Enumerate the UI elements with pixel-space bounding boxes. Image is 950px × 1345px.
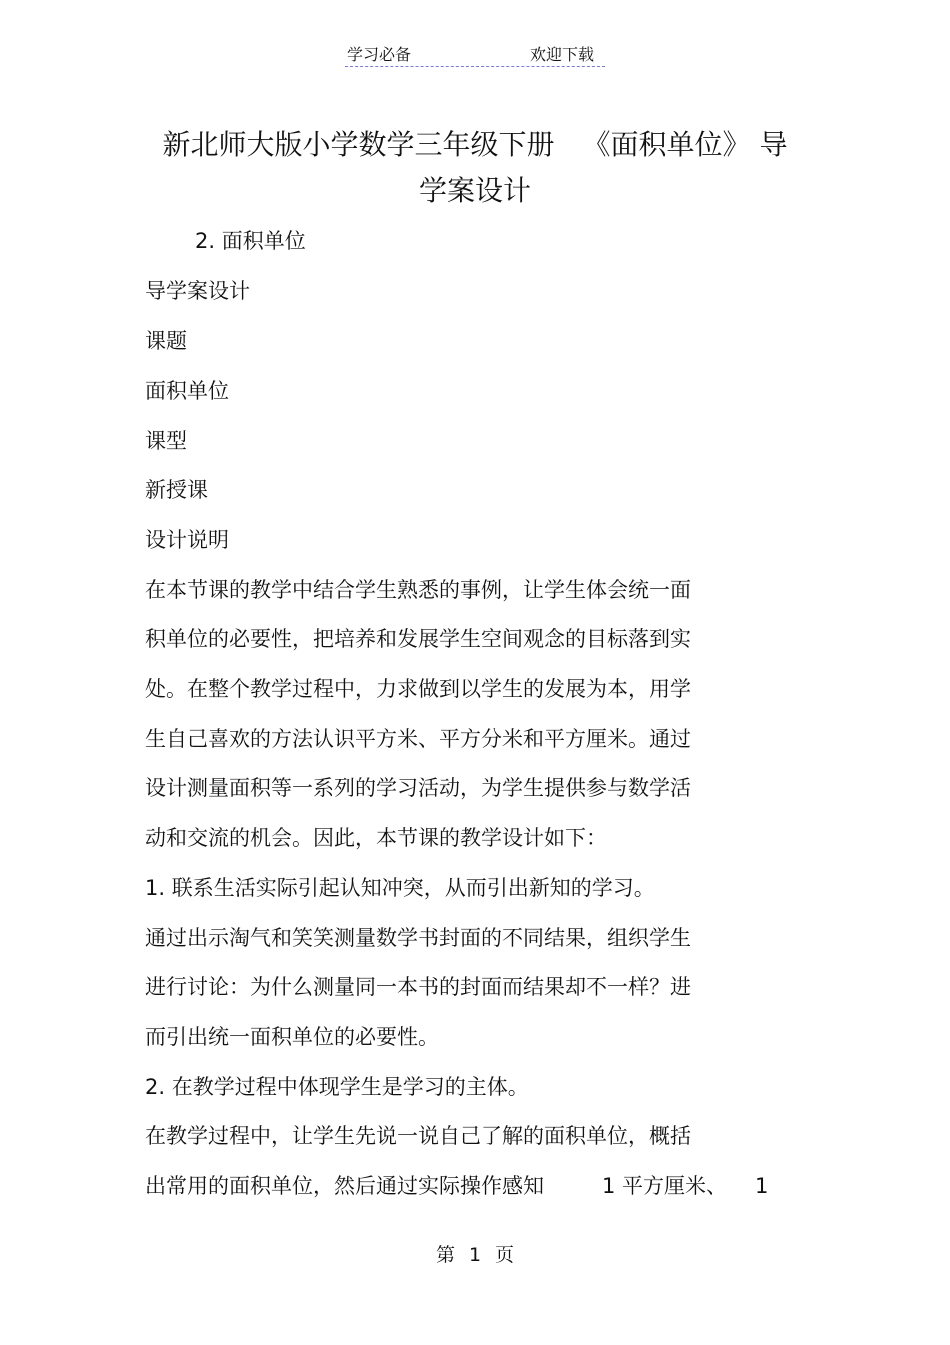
paragraph-line: 设计测量面积等一系列的学习活动，为学生提供参与数学活 [145, 776, 691, 800]
paragraph-line: 在教学过程中，让学生先说一说自己了解的面积单位，概括 [145, 1124, 691, 1148]
paragraph-line: 处。在整个教学过程中，力求做到以学生的发展为本，用学 [145, 677, 691, 701]
paragraph-line: 新授课 [145, 478, 208, 502]
page-header [345, 40, 605, 67]
last-line-part-2: 1 平方厘米、 [602, 1174, 728, 1198]
paragraph-line: 通过出示淘气和笑笑测量数学书封面的不同结果，组织学生 [145, 926, 691, 950]
page-footer [0, 1240, 950, 1267]
paragraph-line: 在本节课的教学中结合学生熟悉的事例，让学生体会统一面 [145, 578, 691, 602]
title-line-2: 学案设计 [418, 174, 531, 207]
page-number: 1 [468, 1244, 482, 1266]
paragraph-line: 生自己喜欢的方法认识平方米、平方分米和平方厘米。通过 [145, 727, 691, 751]
last-line-part-1: 出常用的面积单位，然后通过实际操作感知 [145, 1174, 544, 1198]
footer-suffix: 页 [495, 1244, 515, 1266]
title-line-1-part-1: 新北师大版小学数学三年级下册 [162, 128, 555, 161]
paragraph-line: 进行讨论：为什么测量同一本书的封面而结果却不一样？进 [145, 975, 691, 999]
paragraph-line: 面积单位 [145, 379, 229, 403]
paragraph-line: 导学案设计 [145, 279, 250, 303]
paragraph-line: 2. 在教学过程中体现学生是学习的主体。 [145, 1075, 529, 1099]
header-left-text: 学习必备 [347, 45, 412, 64]
header-right-text: 欢迎下载 [530, 45, 595, 64]
last-line-part-3: 1 [755, 1174, 769, 1198]
title-line-1-part-2: 《面积单位》 导 [582, 128, 788, 161]
paragraph-line: 1. 联系生活实际引起认知冲突，从而引出新知的学习。 [145, 876, 655, 900]
paragraph-line: 设计说明 [145, 528, 229, 552]
paragraph-line: 课题 [145, 329, 187, 353]
paragraph-line: 而引出统一面积单位的必要性。 [145, 1025, 439, 1049]
section-heading: 2. 面积单位 [195, 229, 306, 253]
footer-prefix: 第 [435, 1244, 455, 1266]
paragraph-line: 课型 [145, 429, 187, 453]
paragraph-line-last [145, 1171, 768, 1201]
paragraph-line: 积单位的必要性，把培养和发展学生空间观念的目标落到实 [145, 627, 691, 651]
document-title [100, 122, 850, 214]
paragraph-line: 动和交流的机会。因此，本节课的教学设计如下： [145, 826, 607, 850]
title-line-1 [100, 122, 850, 168]
